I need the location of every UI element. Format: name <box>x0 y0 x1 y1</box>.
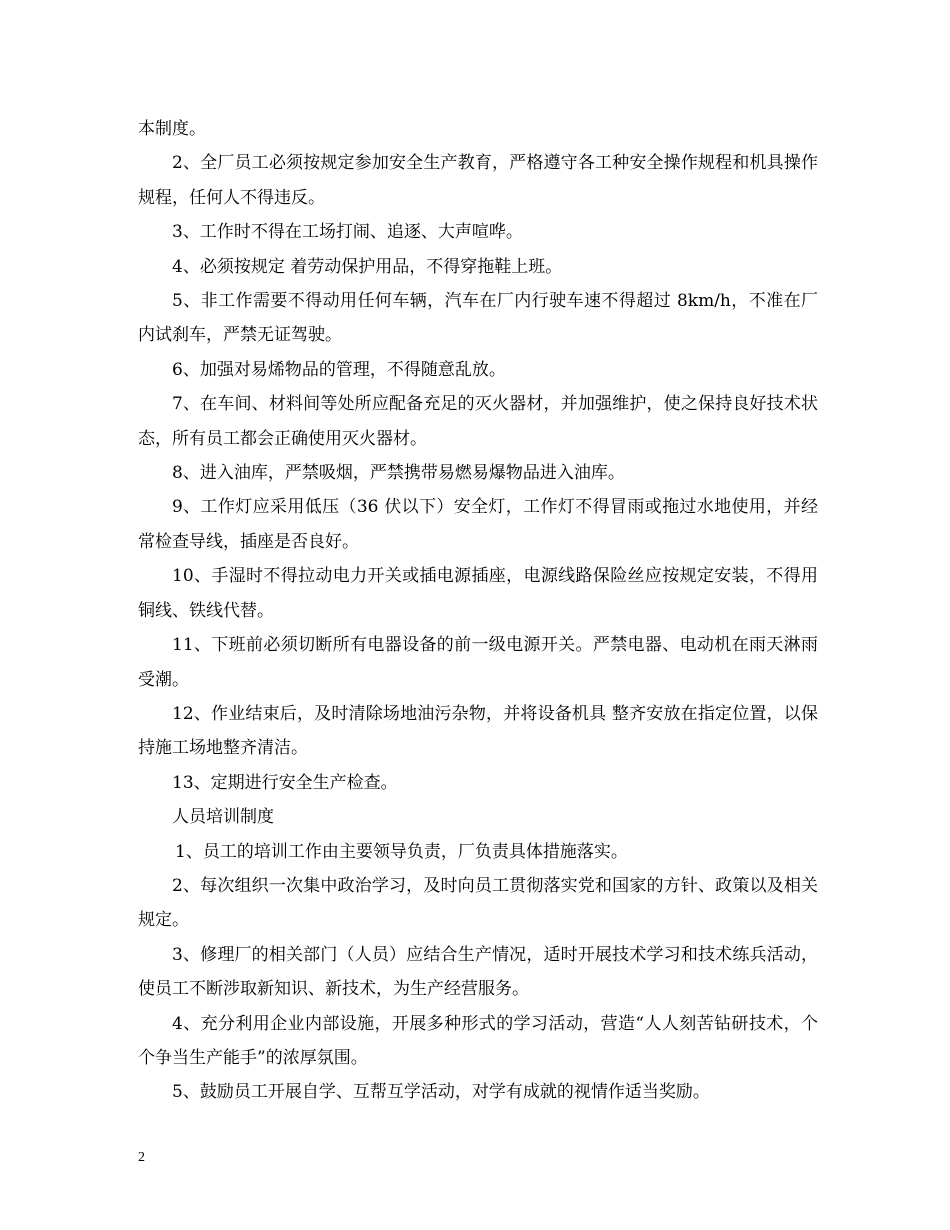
page-number: 2 <box>138 1150 145 1165</box>
paragraph-item-11: 11、下班前必须切断所有电器设备的前一级电源开关。严禁电器、电动机在雨天淋雨受潮。 <box>138 635 818 690</box>
training-item-1: 1、员工的培训工作由主要领导负责，厂负责具体措施落实。 <box>175 841 628 862</box>
paragraph-item-5: 5、非工作需要不得动用任何车辆，汽车在厂内行驶车速不得超过 8km/h，不准在厂内试刹车，严禁无证驾驶。 <box>138 291 818 346</box>
paragraph-item-8: 8、进入油库，严禁吸烟，严禁携带易燃易爆物品进入油库。 <box>172 463 625 484</box>
paragraph-item-4: 4、必须按规定 着劳动保护用品，不得穿拖鞋上班。 <box>172 256 563 277</box>
paragraph-item-12: 12、作业结束后，及时清除场地油污杂物，并将设备机具 整齐安放在指定位置，以保持施工场地整齐清洁。 <box>138 703 818 759</box>
training-item-3: 3、修理厂的相关部门（人员）应结合生产情况，适时开展技术学习和技术练兵活动，使员工不断涉取新知识、新技术，为生产经营服务。 <box>138 944 818 1000</box>
training-item-2: 2、每次组织一次集中政治学习，及时向员工贯彻落实党和国家的方针、政策以及相关 规定。 <box>138 875 818 931</box>
paragraph-item-3: 3、工作时不得在工场打闹、追逐、大声喧哗。 <box>172 222 523 243</box>
paragraph-item-2: 2、全厂员工必须按规定参加安全生产教育，严格遵守各工种安全操作规程和机具操作规程，任何人不得违反。 <box>138 153 818 208</box>
paragraph-item-6: 6、加强对易烯物品的管理，不得随意乱放。 <box>172 359 506 380</box>
paragraph-item-9: 9、工作灯应采用低压（36 伏以下）安全灯，工作灯不得冒雨或拖过水地使用，并经常检查导线，插座是否良好。 <box>138 497 818 552</box>
document-body <box>138 112 818 1110</box>
training-item-4: 4、充分利用企业内部设施，开展多种形式的学习活动，营造“人人刻苦钻研技术，个个争当生产能手”的浓厚氛围。 <box>138 1013 818 1068</box>
section-heading: 人员培训制度 <box>172 807 274 828</box>
paragraph-continuation: 本制度。 <box>138 119 206 139</box>
paragraph-item-13: 13、定期进行安全生产检查。 <box>172 772 398 793</box>
paragraph-item-10: 10、手湿时不得拉动电力开关或插电源插座，电源线路保险丝应按规定安装，不得用铜线、铁线代替。 <box>138 566 818 621</box>
paragraph-item-7: 7、在车间、材料间等处所应配备充足的灭火器材，并加强维护，使之保持良好技术状态，所有员工都会正确使用灭火器材。 <box>138 394 818 449</box>
training-item-5: 5、鼓励员工开展自学、互帮互学活动，对学有成就的视情作适当奖励。 <box>172 1082 710 1103</box>
